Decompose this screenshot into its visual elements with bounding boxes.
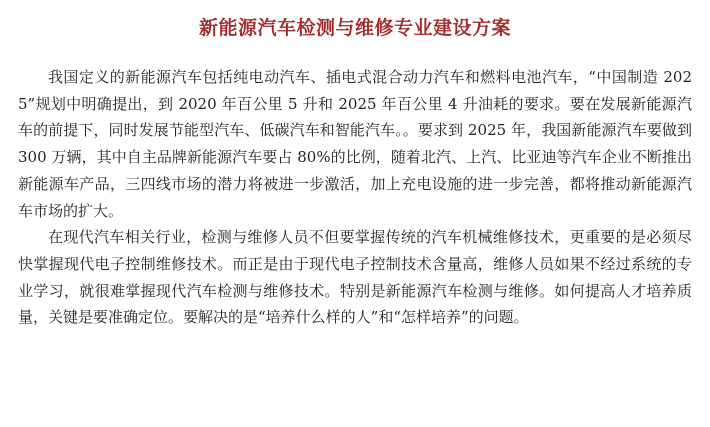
paragraph-1: 我国定义的新能源汽车包括纯电动汽车、插电式混合动力汽车和燃料电池汽车，“中国制造 2025”规划中明确提出，到 2020 年百公里 5 升和 2025 年百公里 4 升油耗的要求。要在发展新能源汽车的前提下，同时发展节能型汽车、低碳汽车和智能汽车。。要求到 2025 年，我国新能源汽车要做到 300 万辆，其中自主品牌新能源汽车要占 80%的比例，随着北汽、上汽、比亚迪等汽车企业不断推出新能源车产品，三四线市场的潜力将被进一步激活，加上充电设施的进一步完善，都将推动新能源汽车市场的扩大。: [18, 68, 692, 220]
paragraph-2: 在现代汽车相关行业，检测与维修人员不但要掌握传统的汽车机械维修技术，更重要的是必须尽快掌握现代电子控制维修技术。而正是由于现代电子控制技术含量高，维修人员如果不经过系统的专业学习，就很难掌握现代汽车检测与维修技术。特别是新能源汽车检测与维修。如何提高人才培养质量，关键是要准确定位。要解决的是“培养什么样的人”和“怎样培养”的问题。: [18, 228, 692, 327]
document-title: 新能源汽车检测与维修专业建设方案: [198, 17, 511, 39]
document-body: [18, 64, 692, 331]
